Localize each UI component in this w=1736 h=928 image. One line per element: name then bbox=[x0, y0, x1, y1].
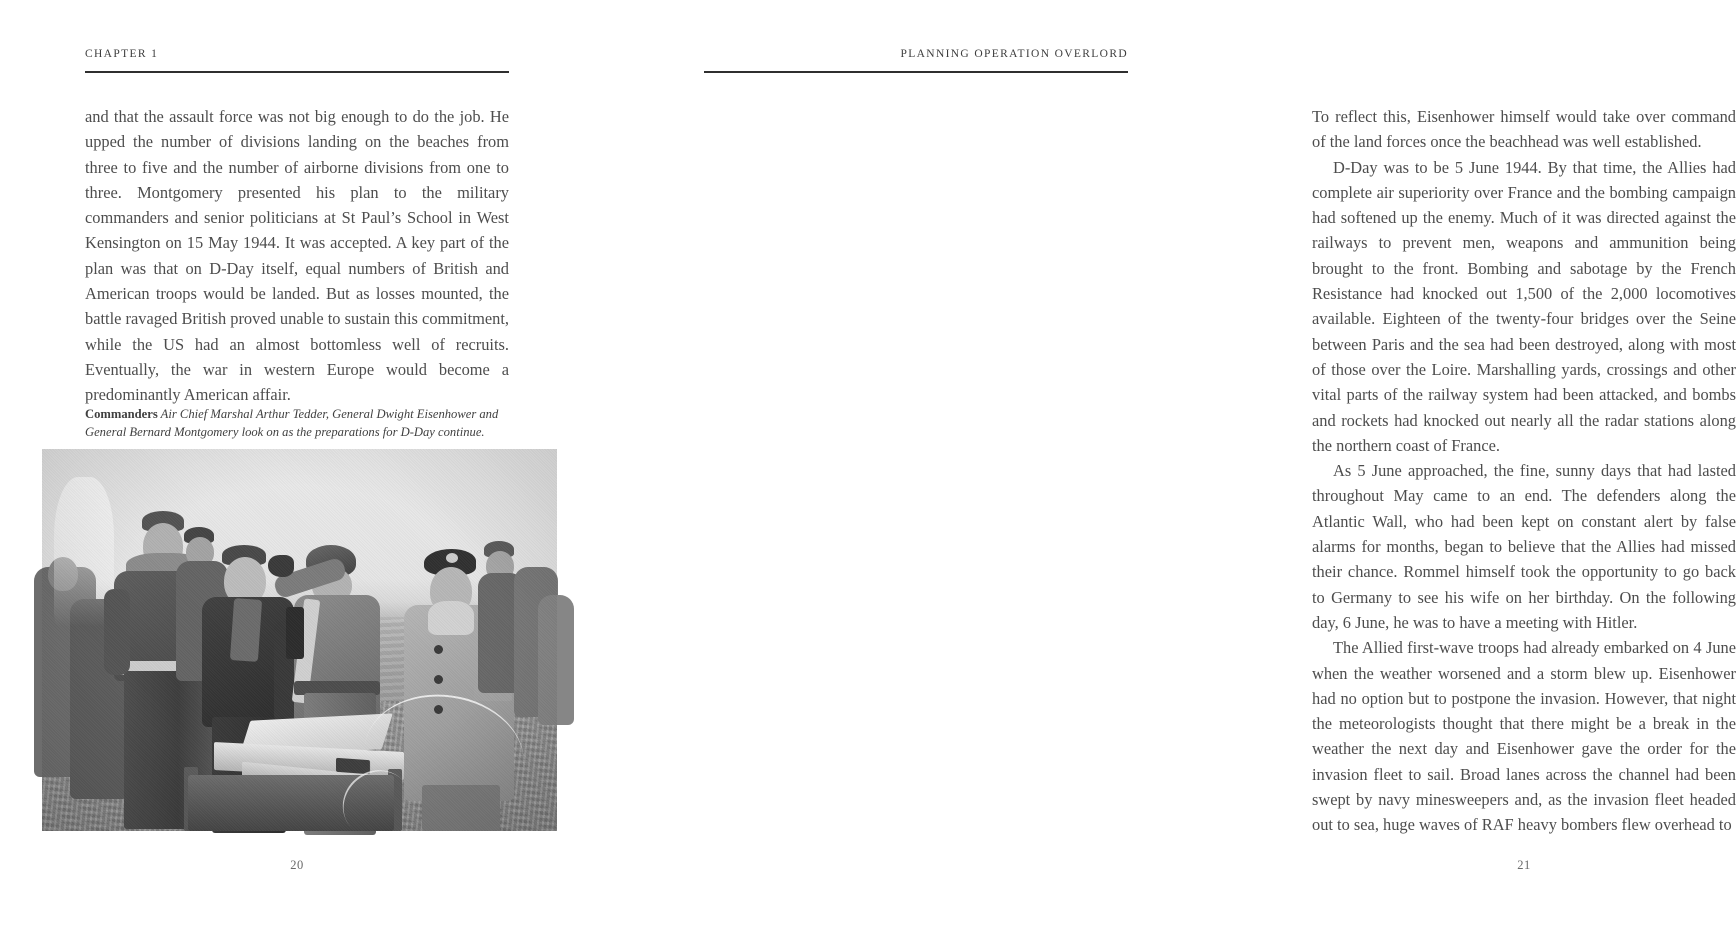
left-header-rule bbox=[85, 71, 509, 73]
right-page bbox=[607, 0, 1736, 928]
right-paragraph-3: As 5 June approached, the fine, sunny days that had lasted throughout May came to an end. The defenders along the Atlantic Wall, who had been kept on constant alert by false alarms for months, began to believe that the Allies had missed their chance. Rommel himself took the opportunity to go back to Germany to see his wife on her birthday. On the following day, 6 June, he was to have a meeting with Hitler. bbox=[1312, 461, 1736, 632]
photo-vignette bbox=[42, 449, 557, 831]
right-page-number: 21 bbox=[1517, 858, 1531, 872]
left-page-number: 20 bbox=[290, 858, 304, 872]
figure-caption-lead: Commanders bbox=[85, 407, 158, 421]
right-header-rule bbox=[704, 71, 1128, 73]
right-paragraph-4: The Allied first-wave troops had already embarked on 4 June when the weather worsened and a storm blew up. Eisenhower had no option but to postpone the invasion. However, that night the meteorologists thought that there might be a break in the weather the next day and Eisenhower gave the order for the invasion fleet to sail. Broad lanes across the channel had been swept by navy minesweepers and, as the invasion fleet headed out to sea, huge waves of RAF heavy bombers flew overhead to bbox=[1312, 638, 1736, 835]
right-running-head: PLANNING OPERATION OVERLORD bbox=[900, 48, 1128, 60]
left-page bbox=[0, 0, 607, 928]
figure-caption-text: Air Chief Marshal Arthur Tedder, General Dwight Eisenhower and General Bernard Montgomery look on as the preparations for D-Day continue. bbox=[85, 407, 499, 439]
right-text-column bbox=[1312, 104, 1736, 838]
left-running-head: CHAPTER 1 bbox=[85, 48, 159, 60]
photograph-image bbox=[42, 449, 557, 831]
left-text-column bbox=[85, 104, 509, 408]
figure-caption bbox=[85, 406, 519, 441]
right-paragraph-2: D-Day was to be 5 June 1944. By that time, the Allies had complete air superiority over France and the bombing campaign had softened up the enemy. Much of it was directed against the railways to prevent men, weapons and ammunition being brought to the front. Bombing and sabotage by the French Resistance had knocked out 1,500 of the 2,000 locomotives available. Eighteen of the twenty-four bridges over the Seine between Paris and the sea had been destroyed, along with most of those over the Loire. Marshalling yards, crossings and other vital parts of the railway system had been attacked, and bombs and rockets had knocked out nearly all the radar stations along the northern coast of France. bbox=[1312, 157, 1736, 455]
figure-photograph bbox=[42, 449, 557, 831]
right-paragraph-1: To reflect this, Eisenhower himself would take over command of the land forces once the beachhead was well established. bbox=[1312, 107, 1736, 152]
left-paragraph-1: and that the assault force was not big enough to do the job. He upped the number of divisions landing on the beaches from three to five and the number of airborne divisions from one to three. Montgomery presented his plan to the military commanders and senior politicians at St Paul’s School in West Kensington on 15 May 1944. It was accepted. A key part of the plan was that on D-Day itself, equal numbers of British and American troops would be landed. But as losses mounted, the battle ravaged British proved unable to sustain this commitment, while the US had an almost bottomless well of recruits. Eventually, the war in western Europe would become a predominantly American affair. bbox=[85, 107, 509, 405]
